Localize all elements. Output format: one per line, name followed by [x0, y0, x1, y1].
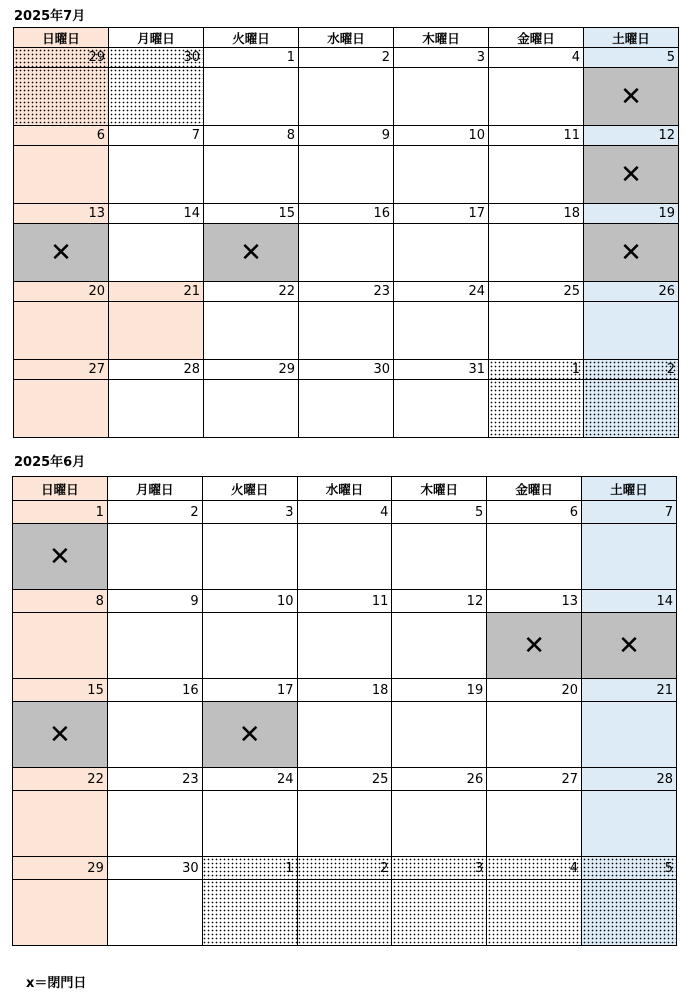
week-date-row — [14, 48, 679, 68]
day-number: 1 — [202, 857, 297, 880]
day-number: 9 — [299, 126, 394, 146]
day-cell-closed — [13, 524, 108, 590]
closed-mark-icon: ✕ — [618, 630, 640, 661]
day-cell — [202, 524, 297, 590]
closed-mark-icon: ✕ — [620, 81, 642, 112]
week-date-row — [14, 360, 679, 380]
day-cell-closed — [13, 702, 108, 768]
day-number: 27 — [14, 360, 109, 380]
day-number: 23 — [299, 282, 394, 302]
day-number: 10 — [202, 590, 297, 613]
day-number: 4 — [487, 857, 582, 880]
day-cell — [109, 224, 204, 282]
day-cell-closed — [584, 146, 679, 204]
week-body-row — [13, 880, 677, 946]
week-date-row — [13, 590, 677, 613]
day-cell — [107, 524, 202, 590]
day-number: 13 — [14, 204, 109, 224]
day-number: 24 — [202, 768, 297, 791]
day-cell — [299, 380, 394, 438]
day-cell — [489, 146, 584, 204]
day-cell — [109, 380, 204, 438]
week-body-row — [13, 613, 677, 679]
day-cell — [392, 791, 487, 857]
day-number: 17 — [394, 204, 489, 224]
day-number: 27 — [487, 768, 582, 791]
weekday-header: 月曜日 — [107, 477, 202, 501]
day-number: 5 — [584, 48, 679, 68]
day-cell — [204, 302, 299, 360]
day-cell — [489, 224, 584, 282]
day-number: 11 — [297, 590, 392, 613]
day-number: 21 — [109, 282, 204, 302]
day-number: 29 — [13, 857, 108, 880]
calendar-june — [12, 476, 677, 946]
day-number: 20 — [14, 282, 109, 302]
day-number: 8 — [204, 126, 299, 146]
weekday-header: 金曜日 — [489, 28, 584, 48]
day-cell — [107, 613, 202, 679]
weekday-header: 木曜日 — [394, 28, 489, 48]
weekday-header: 火曜日 — [204, 28, 299, 48]
closed-mark-icon: ✕ — [620, 237, 642, 268]
day-number: 14 — [109, 204, 204, 224]
day-cell — [13, 613, 108, 679]
day-number: 13 — [487, 590, 582, 613]
day-cell — [14, 68, 109, 126]
day-cell — [204, 68, 299, 126]
day-number: 16 — [299, 204, 394, 224]
day-cell — [487, 524, 582, 590]
closed-mark-icon: ✕ — [240, 237, 262, 268]
day-cell — [582, 791, 677, 857]
day-cell — [297, 613, 392, 679]
day-number: 1 — [204, 48, 299, 68]
day-cell — [13, 880, 108, 946]
day-number: 16 — [107, 679, 202, 702]
day-cell — [584, 380, 679, 438]
day-cell — [202, 613, 297, 679]
day-number: 21 — [582, 679, 677, 702]
closed-mark-icon: ✕ — [238, 719, 261, 750]
day-cell — [392, 613, 487, 679]
day-cell — [394, 224, 489, 282]
day-cell — [489, 68, 584, 126]
day-cell — [204, 146, 299, 204]
day-number: 28 — [582, 768, 677, 791]
week-date-row — [14, 126, 679, 146]
day-cell — [297, 524, 392, 590]
week-body-row — [13, 702, 677, 768]
day-number: 10 — [394, 126, 489, 146]
day-cell — [392, 880, 487, 946]
week-body-row — [14, 146, 679, 204]
calendar-july — [13, 27, 679, 438]
day-cell — [14, 380, 109, 438]
day-cell — [487, 880, 582, 946]
day-number: 18 — [489, 204, 584, 224]
day-number: 18 — [297, 679, 392, 702]
week-date-row — [14, 204, 679, 224]
weekday-header: 水曜日 — [299, 28, 394, 48]
day-cell — [297, 702, 392, 768]
day-number: 2 — [107, 501, 202, 524]
day-number: 26 — [392, 768, 487, 791]
week-body-row — [14, 380, 679, 438]
day-number: 17 — [202, 679, 297, 702]
day-cell — [109, 302, 204, 360]
weekday-header: 日曜日 — [13, 477, 108, 501]
day-number: 3 — [394, 48, 489, 68]
weekday-header: 土曜日 — [584, 28, 679, 48]
day-number: 15 — [204, 204, 299, 224]
weekday-header-row — [13, 477, 677, 501]
weekday-header: 月曜日 — [109, 28, 204, 48]
calendar-title-june: 2025年6月 — [14, 455, 86, 470]
day-cell — [582, 880, 677, 946]
day-cell-closed — [584, 224, 679, 282]
day-cell — [107, 791, 202, 857]
week-body-row — [13, 524, 677, 590]
weekday-header: 水曜日 — [297, 477, 392, 501]
day-number: 12 — [392, 590, 487, 613]
day-number: 4 — [489, 48, 584, 68]
day-cell — [582, 702, 677, 768]
day-cell-closed — [582, 613, 677, 679]
day-number: 26 — [584, 282, 679, 302]
day-number: 5 — [392, 501, 487, 524]
day-number: 30 — [299, 360, 394, 380]
week-date-row — [14, 282, 679, 302]
week-body-row — [14, 302, 679, 360]
day-number: 20 — [487, 679, 582, 702]
day-cell — [392, 524, 487, 590]
day-cell — [392, 702, 487, 768]
day-number: 25 — [297, 768, 392, 791]
day-cell — [489, 380, 584, 438]
day-cell-closed — [14, 224, 109, 282]
week-date-row — [13, 768, 677, 791]
day-cell — [297, 791, 392, 857]
day-number: 29 — [14, 48, 109, 68]
closed-mark-icon: ✕ — [620, 159, 642, 190]
day-number: 6 — [14, 126, 109, 146]
day-number: 30 — [107, 857, 202, 880]
day-number: 28 — [109, 360, 204, 380]
day-number: 3 — [202, 501, 297, 524]
day-cell — [204, 380, 299, 438]
day-number: 4 — [297, 501, 392, 524]
day-number: 29 — [204, 360, 299, 380]
day-cell — [109, 68, 204, 126]
day-cell — [14, 146, 109, 204]
day-number: 5 — [582, 857, 677, 880]
day-number: 19 — [392, 679, 487, 702]
day-cell — [582, 524, 677, 590]
day-number: 8 — [13, 590, 108, 613]
day-cell-closed — [487, 613, 582, 679]
day-number: 7 — [109, 126, 204, 146]
day-cell — [107, 880, 202, 946]
day-cell — [487, 702, 582, 768]
calendar-title-july: 2025年7月 — [14, 9, 86, 24]
day-number: 25 — [489, 282, 584, 302]
week-date-row — [13, 679, 677, 702]
day-cell — [107, 702, 202, 768]
weekday-header: 日曜日 — [14, 28, 109, 48]
day-cell — [394, 146, 489, 204]
closed-mark-icon: ✕ — [49, 541, 71, 572]
day-cell — [299, 302, 394, 360]
day-cell — [13, 791, 108, 857]
day-number: 14 — [582, 590, 677, 613]
day-number: 24 — [394, 282, 489, 302]
day-number: 7 — [582, 501, 677, 524]
day-number: 30 — [109, 48, 204, 68]
week-body-row — [14, 68, 679, 126]
day-cell — [299, 224, 394, 282]
day-cell — [487, 791, 582, 857]
day-cell — [202, 880, 297, 946]
day-number: 11 — [489, 126, 584, 146]
closed-mark-icon: ✕ — [49, 719, 71, 750]
weekday-header: 火曜日 — [202, 477, 297, 501]
day-number: 19 — [584, 204, 679, 224]
closed-mark-icon: ✕ — [50, 237, 72, 268]
day-cell — [299, 68, 394, 126]
weekday-header-row — [14, 28, 679, 48]
day-number: 22 — [13, 768, 108, 791]
day-number: 6 — [487, 501, 582, 524]
weekday-header: 木曜日 — [392, 477, 487, 501]
weekday-header: 金曜日 — [487, 477, 582, 501]
day-cell-closed — [202, 702, 297, 768]
day-cell — [109, 146, 204, 204]
week-date-row — [13, 857, 677, 880]
day-cell — [584, 302, 679, 360]
day-cell — [394, 68, 489, 126]
day-number: 15 — [13, 679, 108, 702]
day-number: 2 — [299, 48, 394, 68]
day-number: 31 — [394, 360, 489, 380]
week-date-row — [13, 501, 677, 524]
day-number: 9 — [107, 590, 202, 613]
closed-mark-icon: ✕ — [523, 630, 546, 661]
weekday-header: 土曜日 — [582, 477, 677, 501]
day-number: 1 — [13, 501, 108, 524]
day-cell — [202, 791, 297, 857]
day-cell-closed — [204, 224, 299, 282]
day-cell — [394, 302, 489, 360]
day-cell-closed — [584, 68, 679, 126]
day-number: 12 — [584, 126, 679, 146]
day-number: 3 — [392, 857, 487, 880]
day-cell — [489, 302, 584, 360]
week-body-row — [13, 791, 677, 857]
day-number: 2 — [584, 360, 679, 380]
day-number: 23 — [107, 768, 202, 791]
day-cell — [14, 302, 109, 360]
day-number: 1 — [489, 360, 584, 380]
day-number: 2 — [297, 857, 392, 880]
day-cell — [299, 146, 394, 204]
legend: x＝閉門日 — [26, 976, 87, 991]
week-body-row — [14, 224, 679, 282]
day-cell — [394, 380, 489, 438]
day-cell — [297, 880, 392, 946]
day-number: 22 — [204, 282, 299, 302]
